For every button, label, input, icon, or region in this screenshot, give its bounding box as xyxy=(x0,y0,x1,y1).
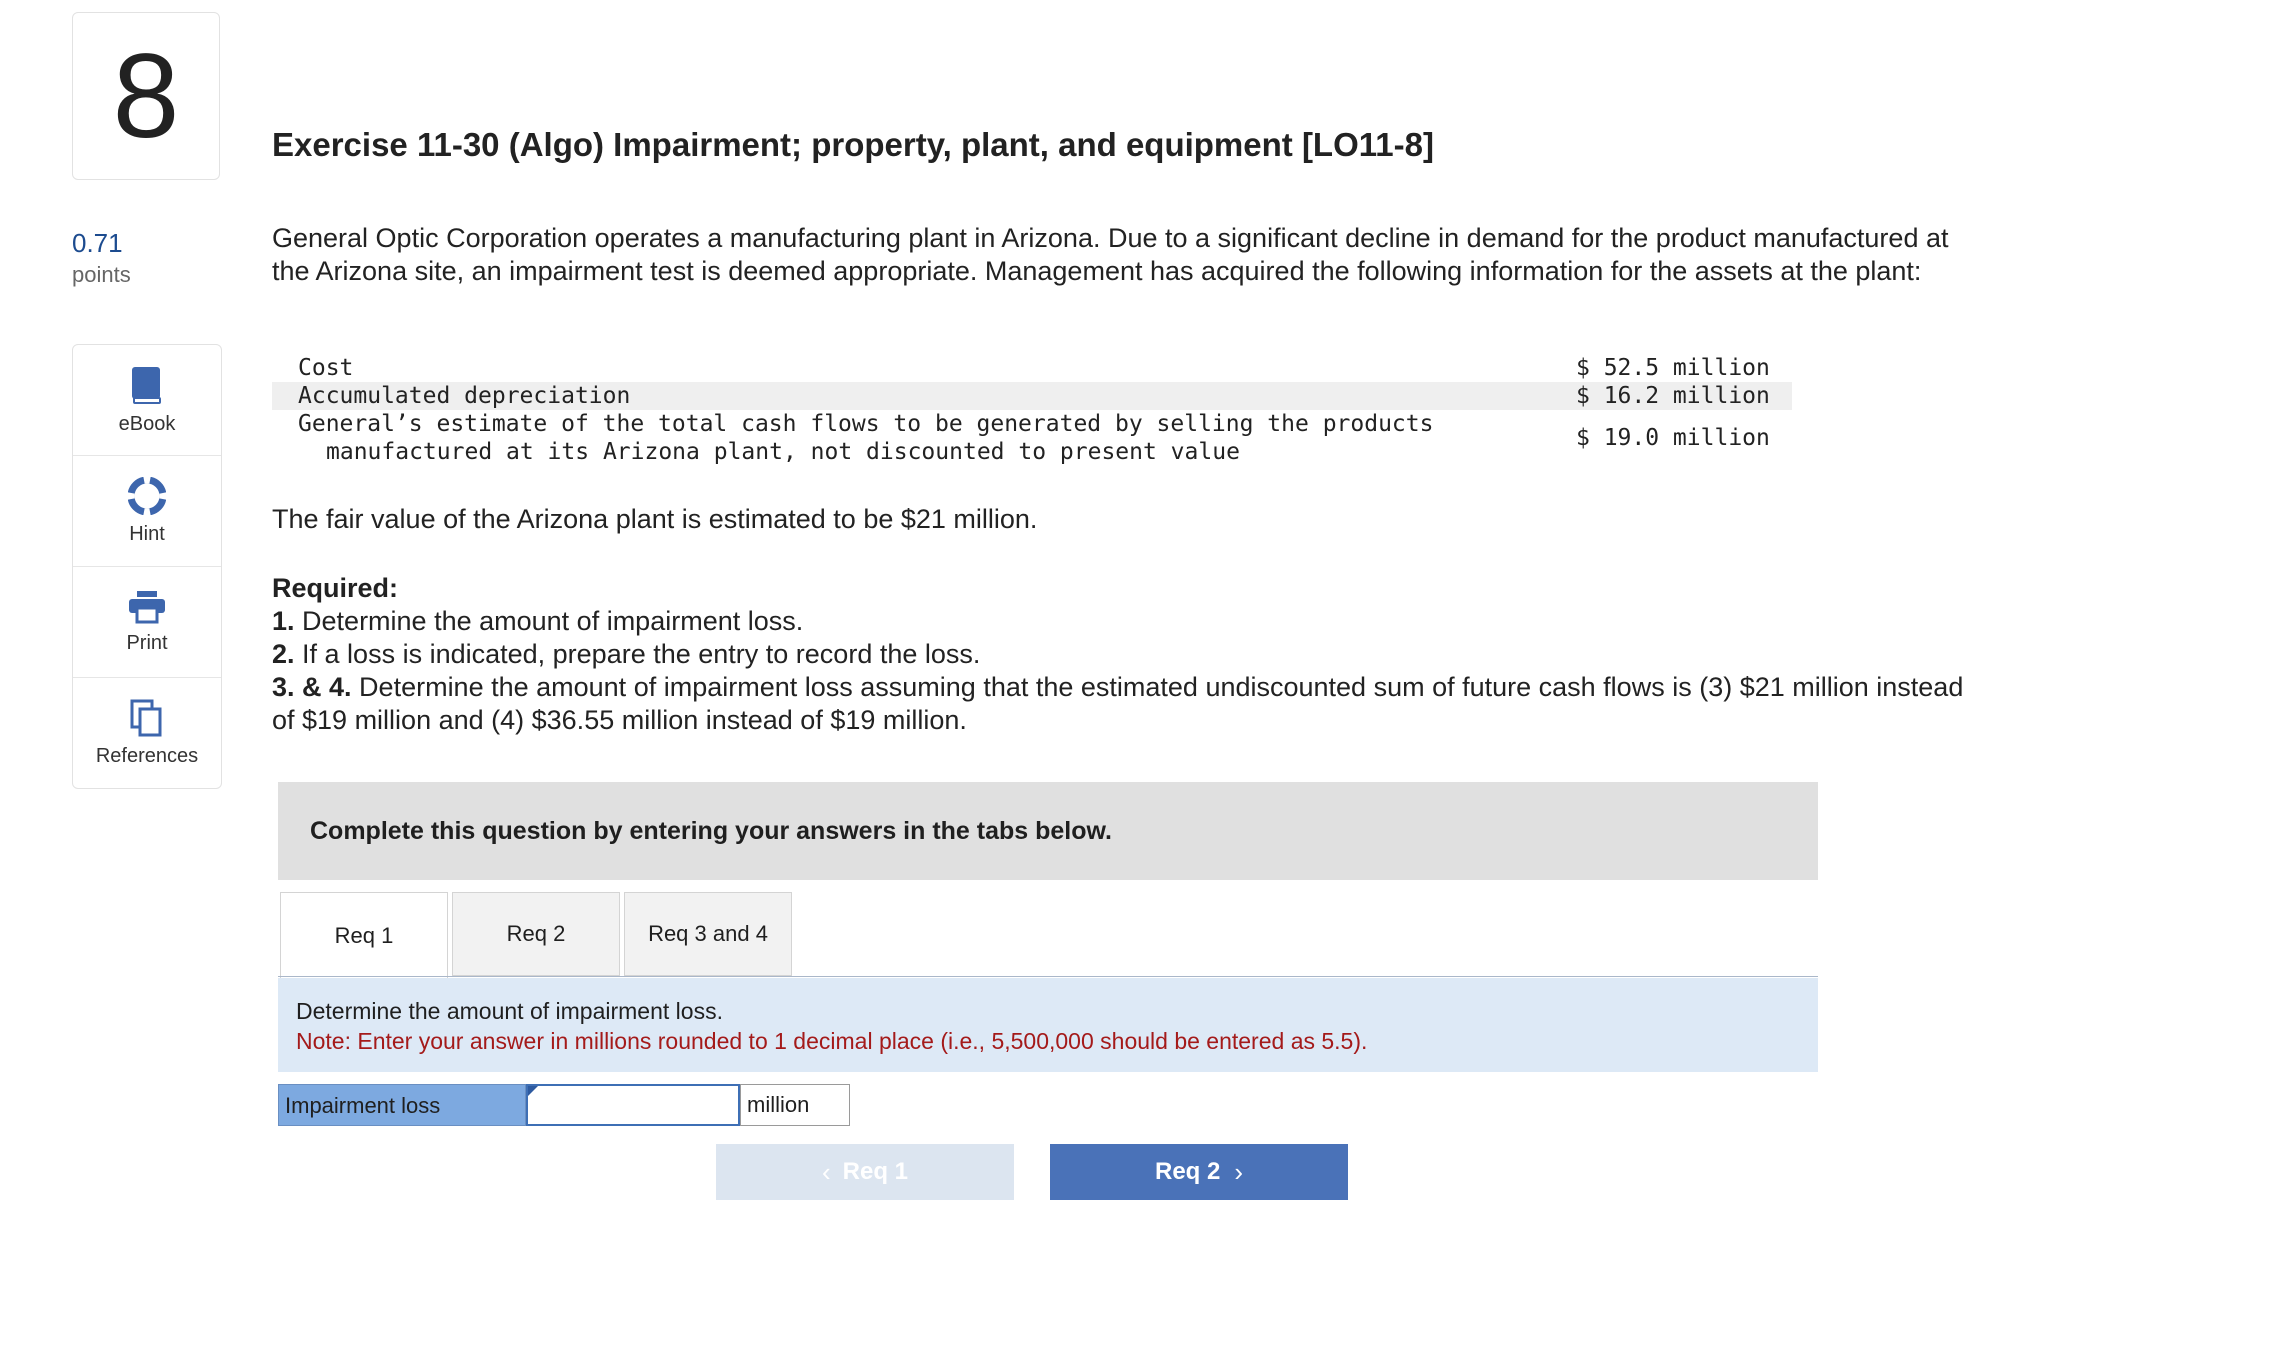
unit-label: million xyxy=(740,1084,850,1126)
exercise-title: Exercise 11-30 (Algo) Impairment; property, plant, and equipment [LO11-8] xyxy=(272,126,1434,163)
copy-icon xyxy=(130,699,164,737)
points-value: 0.71 xyxy=(72,228,123,258)
fact-label-line1: General’s estimate of the total cash flows to be generated by selling the products xyxy=(298,411,1434,437)
hint-label: Hint xyxy=(129,522,165,545)
references-label: References xyxy=(95,744,199,767)
required-section xyxy=(272,572,1992,737)
book-icon xyxy=(130,365,164,405)
fact-label-multiline xyxy=(272,410,1576,466)
chevron-left-icon: ‹ xyxy=(821,1156,831,1187)
fact-row xyxy=(272,410,1792,466)
fact-value: $ 16.2 million xyxy=(1576,383,1770,409)
tool-panel xyxy=(72,344,222,789)
answer-row xyxy=(278,1084,850,1128)
question-number: 8 xyxy=(112,29,180,163)
impairment-loss-field[interactable] xyxy=(526,1084,740,1126)
tab-divider xyxy=(278,976,1818,977)
tab-req-3-and-4[interactable]: Req 3 and 4 xyxy=(624,892,792,976)
required-item: 1. Determine the amount of impairment loss. xyxy=(272,606,804,636)
prev-req-label: Req 1 xyxy=(842,1158,909,1185)
facts-table xyxy=(272,354,1792,466)
ebook-button[interactable] xyxy=(73,345,221,456)
prev-req-button[interactable] xyxy=(716,1144,1014,1200)
fact-row xyxy=(272,354,1792,382)
hint-button[interactable] xyxy=(73,456,221,567)
required-item: 3. & 4. Determine the amount of impairment loss assuming that the estimated undiscounted sum of future cash flows is (3) $21 million instead of $19 million and (4) $36.55 million instead of $19 million. xyxy=(272,672,1964,735)
next-req-label: Req 2 xyxy=(1154,1158,1221,1185)
fact-label: Cost xyxy=(298,355,354,381)
impairment-loss-label: Impairment loss xyxy=(278,1084,526,1126)
next-req-button[interactable] xyxy=(1050,1144,1348,1200)
print-button[interactable] xyxy=(73,567,221,678)
fact-value: $ 19.0 million xyxy=(1576,425,1770,451)
instruction-note: Note: Enter your answer in millions rounded to 1 decimal place (i.e., 5,500,000 should be entered as 5.5). xyxy=(296,1028,1368,1054)
references-button[interactable] xyxy=(73,678,221,788)
lifebuoy-icon xyxy=(128,477,166,515)
instructions-banner xyxy=(278,782,1818,880)
instruction-text: Determine the amount of impairment loss. xyxy=(296,998,723,1024)
fact-label-line2: manufactured at its Arizona plant, not discounted to present value xyxy=(326,439,1240,465)
instructions-banner-text: Complete this question by entering your answers in the tabs below. xyxy=(310,816,1112,845)
tab-instructions xyxy=(278,978,1818,1072)
printer-icon xyxy=(128,590,166,624)
tab-req-1[interactable]: Req 1 xyxy=(280,892,448,979)
tab-req-2[interactable]: Req 2 xyxy=(452,892,620,976)
required-item: 2. If a loss is indicated, prepare the entry to record the loss. xyxy=(272,639,981,669)
question-number-box xyxy=(72,12,220,180)
points-label: points xyxy=(72,262,131,287)
input-flag-icon xyxy=(528,1086,538,1096)
fact-row xyxy=(272,382,1792,410)
required-heading: Required: xyxy=(272,573,399,603)
ebook-label: eBook xyxy=(118,412,176,435)
chevron-right-icon: › xyxy=(1234,1156,1244,1187)
requirement-tabs xyxy=(280,892,796,978)
exercise-intro: General Optic Corporation operates a manufacturing plant in Arizona. Due to a significant decline in demand for the product manufactured at the Arizona site, an impairment test is deemed appropriate. Management has acquired the following information for the assets at the plant: xyxy=(272,223,1949,286)
fair-value-text: The fair value of the Arizona plant is estimated to be $21 million. xyxy=(272,504,1038,534)
print-label: Print xyxy=(126,631,168,654)
fact-label: Accumulated depreciation xyxy=(298,383,631,409)
impairment-loss-input[interactable] xyxy=(528,1086,742,1126)
fact-value: $ 52.5 million xyxy=(1576,355,1770,381)
